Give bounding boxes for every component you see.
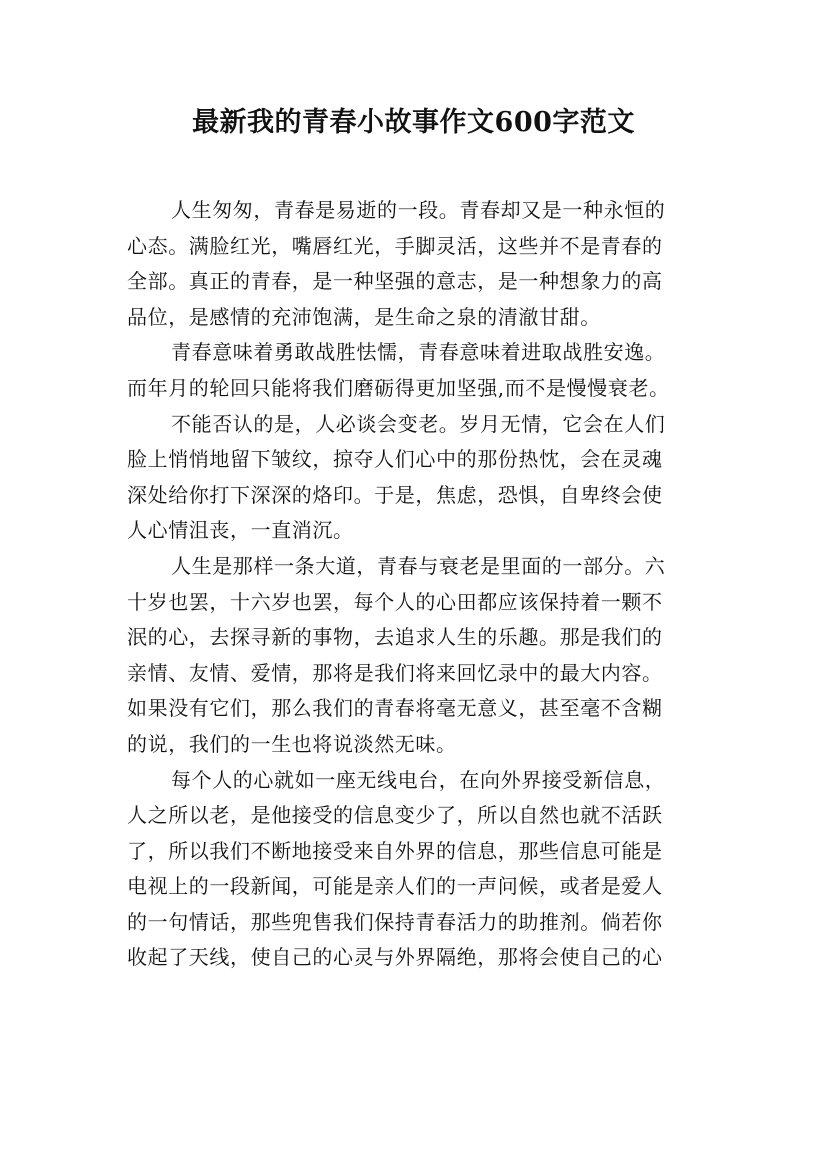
body-line: 不能否认的是，人必谈会变老。岁月无情，它会在人们 — [171, 411, 666, 436]
document-title: 最新我的青春小故事作文600字范文 — [192, 107, 635, 138]
document-body — [127, 193, 717, 976]
body-line: 十岁也罢，十六岁也罢，每个人的心田都应该保持着一颗不 — [127, 589, 663, 614]
body-line: 青春意味着勇敢战胜怯懦，青春意味着进取战胜安逸。 — [171, 340, 666, 365]
body-line: 品位，是感情的充沛饱满，是生命之泉的清澈甘甜。 — [127, 304, 601, 329]
body-line: 如果没有它们，那么我们的青春将毫无意义，甚至毫不含糊 — [127, 696, 663, 721]
body-line: 收起了天线，使自己的心灵与外界隔绝，那将会使自己的心 — [127, 945, 663, 970]
body-line: 人生匆匆，青春是易逝的一段。青春却又是一种永恒的 — [171, 198, 666, 222]
body-line: 每个人的心就如一座无线电台，在向外界接受新信息， — [171, 767, 666, 792]
body-line: 全部。真正的青春，是一种坚强的意志，是一种想象力的高 — [127, 269, 663, 294]
body-line: 了，所以我们不断地接受来自外界的信息，那些信息可能是 — [127, 838, 663, 863]
body-line: 的一句情话，那些兜售我们保持青春活力的助推剂。倘若你 — [127, 909, 663, 934]
body-line: 电视上的一段新闻，可能是亲人们的一声问候，或者是爱人 — [127, 874, 663, 899]
body-line: 的说，我们的一生也将说淡然无味。 — [127, 731, 457, 756]
body-line: 而年月的轮回只能将我们磨砺得更加坚强,而不是慢慢衰老。 — [127, 375, 670, 400]
body-line: 心态。满脸红光，嘴唇红光，手脚灵活，这些并不是青春的 — [127, 233, 663, 258]
body-line: 泯的心，去探寻新的事物，去追求人生的乐趣。那是我们的 — [127, 625, 663, 650]
body-line: 人生是那样一条大道，青春与衰老是里面的一部分。六 — [171, 553, 666, 578]
body-line: 人之所以老，是他接受的信息变少了，所以自然也就不活跃 — [127, 803, 663, 828]
body-line: 亲情、友情、爱情，那将是我们将来回忆录中的最大内容。 — [127, 660, 663, 685]
body-line: 脸上悄悄地留下皱纹，掠夺人们心中的那份热忱，会在灵魂 — [127, 447, 663, 472]
body-line: 深处给你打下深深的烙印。于是，焦虑，恐惧，自卑终会使 — [127, 482, 663, 507]
body-line: 人心情沮丧，一直消沉。 — [127, 518, 354, 543]
